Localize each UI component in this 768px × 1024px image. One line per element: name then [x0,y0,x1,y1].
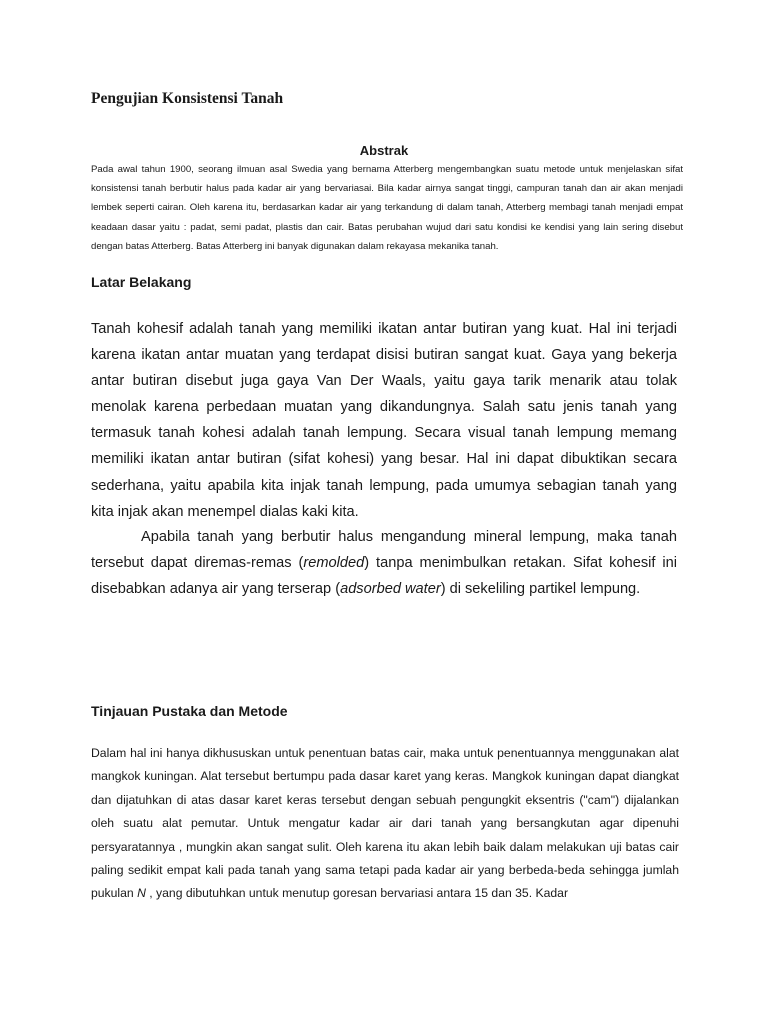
abstract-text: Pada awal tahun 1900, seorang ilmuan asal Swedia yang bernama Atterberg mengembangkan suatu metode untuk menjelaskan sifat konsistensi tanah berbutir halus pada kadar air yang bervariasai. Bila kadar airnya sangat tinggi, campuran tanah dan air akan menjadi lembek seperti cairan. Oleh karena itu, berdasarkan kadar air yang terkandung di dalam tanah, Atterberg membagi tanah menjadi empat keadaan dasar yaitu : padat, semi padat, plastis dan cair. Batas perubahan wujud dari satu kondisi ke kendisi yang lain sering disebut dengan batas Atterberg. Batas Atterberg ini banyak digunakan dalam rekayasa mekanika tanah. [91,164,683,252]
paragraph-2-text-3: ) di sekeliling partikel lempung. [440,581,641,598]
n-variable: N [137,886,146,901]
tinjauan-text-1: Dalam hal ini hanya dikhususkan untuk penentuan batas cair, maka untuk penentuannya menggunakan alat mangkok kuningan. Alat tersebut bertumpu pada dasar karet yang keras. Mangkok kuningan dapat diangkat dan dijatuhkan di atas dasar karet keras tersebut dengan sebuah pengungkit eksentris ("cam") dijalankan oleh suatu alat pemutar. Untuk mengatur kadar air dari tanah yang bersangkutan agar dipenuhi persyaratannya , mungkin akan sangat sulit. Oleh karena itu akan lebih baik dalam melakukan uji batas cair paling sedikit empat kali pada tanah yang sama tetapi pada kadar air yang berbeda-beda sehingga jumlah pukulan [91,746,679,901]
paragraph-2-text-2: ) tanpa menimbulkan retakan. Sifat kohesif ini disebabkan adanya air yang terserap ( [91,555,677,598]
document-title: Pengujian Konsistensi Tanah [91,90,284,107]
abstract-heading: Abstrak [359,143,409,158]
latar-belakang-paragraph-2 [91,524,677,602]
remolded-term: remolded [303,555,365,572]
tinjauan-text-2: , yang dibutuhkan untuk menutup goresan bervariasi antara 15 dan 35. Kadar [145,886,569,901]
tinjauan-paragraph [91,742,679,906]
latar-belakang-heading: Latar Belakang [91,274,192,290]
tinjauan-pustaka-heading: Tinjauan Pustaka dan Metode [91,703,288,719]
latar-belakang-paragraph-1: Tanah kohesif adalah tanah yang memiliki ikatan antar butiran yang kuat. Hal ini terjadi karena ikatan antar muatan yang terdapat disisi butiran sangat kuat. Gaya yang bekerja antar butiran disebut juga gaya Van Der Waals, yaitu gaya tarik menarik atau tolak menolak karena perbedaan muatan yang dikandungnya. Salah satu jenis tanah yang termasuk tanah kohesi adalah tanah lempung. Secara visual tanah lempung memang memiliki ikatan antar butiran (sifat kohesi) yang besar. Hal ini dapat dibuktikan secara sederhana, yaitu apabila kita injak tanah lempung, pada umumya sebagian tanah yang kita injak akan menempel dialas kaki kita. [91,321,677,520]
paragraph-2-text-1: Apabila tanah yang berbutir halus mengandung mineral lempung, maka tanah tersebut dapat diremas-remas ( [91,529,677,572]
adsorbed-water-term: adsorbed water [340,581,441,598]
